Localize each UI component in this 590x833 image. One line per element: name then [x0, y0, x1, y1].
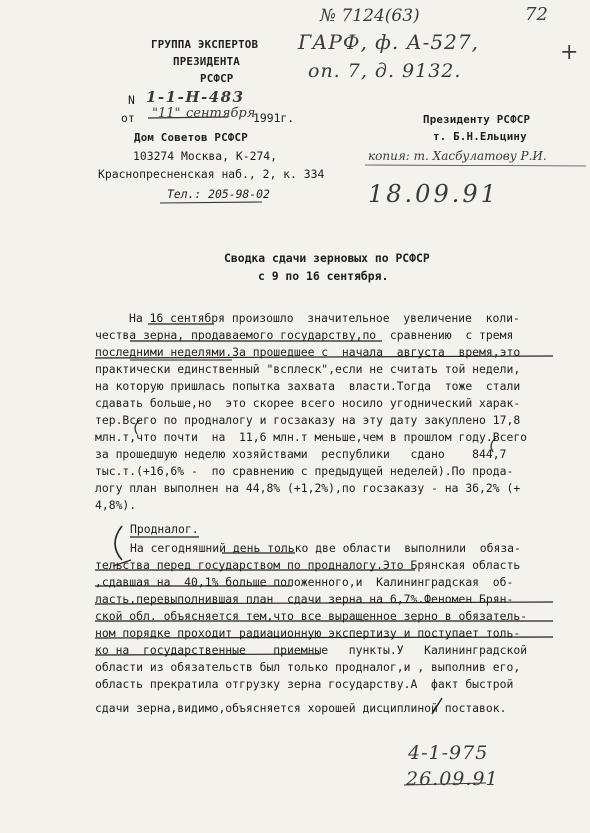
- p1-line-4: практически единственный "всплеск",если не считать той недели,: [95, 362, 521, 376]
- archive-line-1: ГАРФ, ф. А-527,: [298, 30, 479, 54]
- phone: Тел.: 205-98-02: [167, 187, 270, 201]
- date-month: сентября: [186, 106, 256, 121]
- ref-prefix: N: [128, 93, 135, 107]
- org-line-1: ГРУППА ЭКСПЕРТОВ: [151, 38, 259, 51]
- p1-line-11: логу план выполнен на 44,8% (+1,2%),по госзаказу - на 36,2% (+: [95, 481, 521, 495]
- p1-line-10: тыс.т.(+16,6% - по сравнению с предыдущей неделей).По прода-: [95, 464, 514, 478]
- copy-note: копия: т. Хасбулатову Р.И.: [368, 149, 547, 163]
- footer-ref: 4-1-975: [408, 742, 489, 764]
- address-line-2: 103274 Москва, К-274,: [133, 149, 278, 163]
- org-line-2: ПРЕЗИДЕНТА: [173, 55, 241, 68]
- p1-line-7: тер.Всего по продналогу и госзаказу на эту дату закуплено 17,8: [95, 413, 521, 427]
- p1-line-1: На 16 сентября произошло значительное увеличение коли-: [129, 311, 520, 325]
- ref-number: 1-1-Н-483: [146, 88, 245, 106]
- p2-line-7: ко на государственные приемные пункты.У Калининградской: [95, 643, 528, 657]
- p2-line-8: области из обязательств был только продналог,и , выполнив его,: [95, 660, 521, 674]
- p1-line-2: чества зерна, продаваемого государству,по сравнению с тремя: [95, 328, 514, 342]
- p1-line-5: на которую пришлась попытка захвата власти.Тогда тоже стали: [95, 379, 521, 393]
- p2-line-5: ской обл. объясняется тем,что все выращенное зерно в обязатель-: [95, 609, 528, 623]
- section-heading: Продналог.: [130, 522, 199, 536]
- addressee-line-2: т. Б.Н.Ельцину: [433, 130, 527, 143]
- archive-number: № 7124(63): [320, 6, 420, 26]
- p2-line-9: область прекратила отгрузку зерна государству.А факт быстрой: [95, 677, 514, 691]
- date-day: "11": [152, 106, 181, 121]
- p1-line-3: последними неделями.За прошедшее с начала августа время,это: [95, 345, 521, 359]
- title-line-1: Сводка сдачи зерновых по РСФСР: [224, 251, 430, 265]
- plus-mark: +: [560, 40, 579, 65]
- date-prefix: от: [121, 111, 135, 125]
- p1-line-8: млн.т,что почти на 11,6 млн.т меньше,чем в прошлом году.Всего: [95, 430, 528, 444]
- address-line-1: Дом Советов РСФСР: [134, 131, 248, 144]
- addressee-line-1: Президенту РСФСР: [423, 113, 531, 126]
- footer-date: 26.09.91: [406, 768, 499, 790]
- org-line-3: РСФСР: [200, 72, 234, 85]
- address-line-3: Краснопресненская наб., 2, к. 334: [98, 167, 325, 181]
- p1-line-6: сдавать больше,но это скорее всего носило угоднический харак-: [95, 396, 521, 410]
- p2-line-6: ном порядке проходит радиационную экспертизу и поступает толь-: [95, 626, 521, 640]
- received-date: 18.09.91: [368, 180, 499, 208]
- p1-line-9: за прошедшую неделю хозяйствами республики сдано 844,7: [95, 447, 507, 461]
- p2-line-3: ,сдавшая на 40,1% больше положенного,и Калининградская об-: [95, 575, 514, 589]
- p2-line-2: тельства перед государством по продналогу.Это Брянская область: [95, 558, 521, 572]
- page-number: 72: [525, 4, 548, 25]
- archive-line-2: оп. 7, д. 9132.: [308, 60, 462, 82]
- p1-line-12: 4,8%).: [95, 498, 137, 512]
- p2-line-4: ласть,перевыполнившая план сдачи зерна на 6,7%.Феномен Брян-: [95, 592, 514, 606]
- date-year: 1991г.: [253, 111, 295, 125]
- title-line-2: с 9 по 16 сентября.: [258, 269, 389, 283]
- p2-line-10: сдачи зерна,видимо,объясняется хорошей дисциплиной поставок.: [95, 701, 507, 715]
- p2-line-1: На сегодняшний день только две области выполнили обяза-: [130, 541, 521, 555]
